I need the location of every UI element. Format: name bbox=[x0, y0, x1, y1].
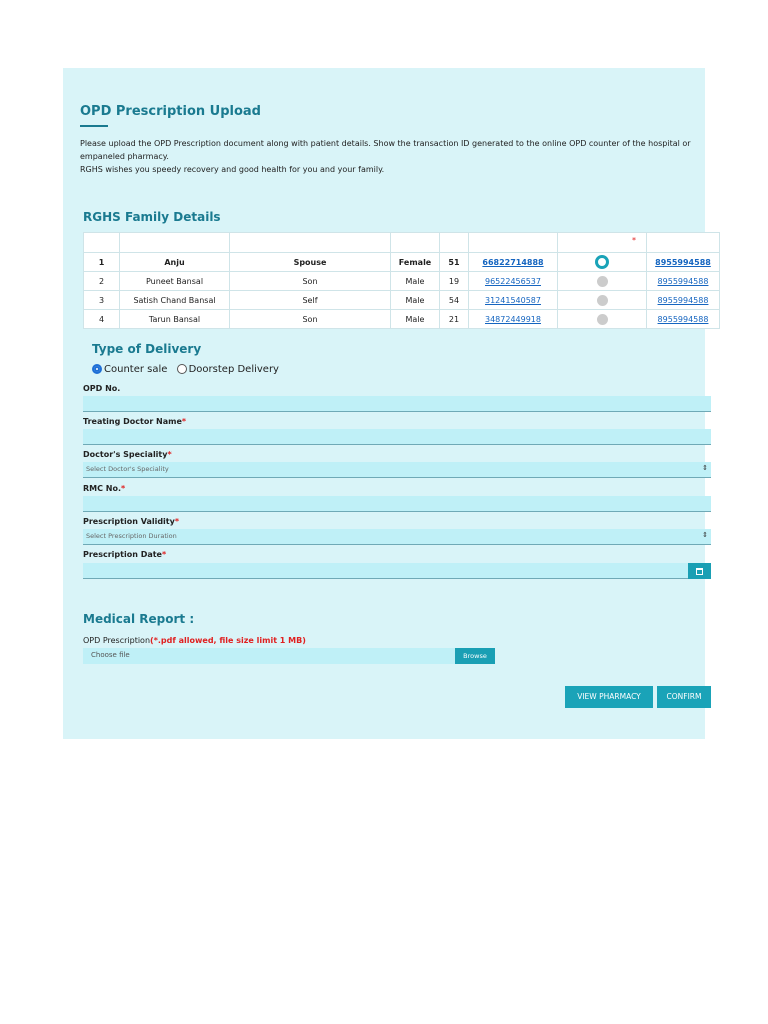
family-table bbox=[83, 232, 720, 329]
row-select-cell bbox=[558, 253, 647, 272]
opd-no-input[interactable] bbox=[83, 396, 711, 412]
title-underline bbox=[80, 125, 108, 127]
table-row[interactable] bbox=[84, 310, 720, 329]
row-sno: 2 bbox=[84, 272, 120, 291]
row-id-cell bbox=[469, 253, 558, 272]
intro-line-1: Please upload the OPD Prescription document along with patient details. Show the transaction ID generated to the online OPD counter of the hospital or empaneled pharmacy. bbox=[80, 139, 691, 161]
speciality-label bbox=[83, 450, 172, 459]
row-name: Satish Chand Bansal bbox=[120, 291, 230, 310]
row-gender: Male bbox=[391, 272, 440, 291]
file-limit-note: (*.pdf allowed, file size limit 1 MB) bbox=[150, 636, 306, 645]
doctor-name-label-text: Treating Doctor Name bbox=[83, 417, 182, 426]
row-id-cell bbox=[469, 310, 558, 329]
header-cell bbox=[558, 233, 647, 253]
header-cell bbox=[84, 233, 120, 253]
validity-label bbox=[83, 517, 179, 526]
row-select-radio-selected[interactable] bbox=[595, 255, 609, 269]
view-pharmacy-button[interactable]: VIEW PHARMACY bbox=[565, 686, 653, 708]
table-row[interactable] bbox=[84, 291, 720, 310]
required-mark: * bbox=[161, 550, 167, 559]
medical-report-heading: Medical Report : bbox=[83, 612, 195, 626]
chevron-updown-icon: ⇕ bbox=[702, 464, 708, 472]
delivery-heading: Type of Delivery bbox=[92, 342, 202, 356]
validity-label-text: Prescription Validity bbox=[83, 517, 175, 526]
row-age: 21 bbox=[440, 310, 469, 329]
opd-prescription-label bbox=[83, 636, 306, 645]
table-row[interactable] bbox=[84, 272, 720, 291]
rmc-no-label bbox=[83, 484, 125, 493]
row-mobile-link[interactable]: 8955994588 bbox=[655, 257, 711, 267]
row-mobile-cell bbox=[647, 272, 720, 291]
validity-placeholder: Select Prescription Duration bbox=[86, 532, 177, 540]
family-details-heading: RGHS Family Details bbox=[83, 210, 221, 224]
chevron-updown-icon: ⇕ bbox=[702, 531, 708, 539]
confirm-button[interactable]: CONFIRM bbox=[657, 686, 711, 708]
header-cell bbox=[469, 233, 558, 253]
row-age: 19 bbox=[440, 272, 469, 291]
row-id-link[interactable]: 66822714888 bbox=[482, 257, 544, 267]
header-cell bbox=[391, 233, 440, 253]
row-select-radio[interactable] bbox=[597, 295, 608, 306]
row-id-cell bbox=[469, 291, 558, 310]
file-upload[interactable] bbox=[83, 648, 495, 664]
row-age: 54 bbox=[440, 291, 469, 310]
counter-sale-label[interactable]: Counter sale bbox=[104, 364, 168, 375]
calendar-button[interactable] bbox=[688, 563, 711, 579]
prescription-date-input[interactable] bbox=[83, 563, 688, 579]
row-mobile-link[interactable]: 8955994588 bbox=[657, 276, 709, 286]
row-select-radio[interactable] bbox=[597, 314, 608, 325]
row-name: Tarun Bansal bbox=[120, 310, 230, 329]
row-mobile-cell bbox=[647, 253, 720, 272]
required-mark: * bbox=[121, 484, 126, 493]
opd-prescription-label-text: OPD Prescription bbox=[83, 636, 151, 645]
row-select-cell bbox=[558, 291, 647, 310]
row-id-link[interactable]: 34872449918 bbox=[485, 314, 541, 324]
doorstep-delivery-radio[interactable] bbox=[177, 364, 187, 374]
doctor-name-input[interactable] bbox=[83, 429, 711, 445]
prescription-date-label-text: Prescription Date bbox=[83, 550, 162, 559]
intro-line-2: RGHS wishes you speedy recovery and good health for you and your family. bbox=[80, 165, 385, 174]
file-placeholder: Choose file bbox=[91, 651, 130, 659]
row-select-cell bbox=[558, 310, 647, 329]
header-cell bbox=[440, 233, 469, 253]
row-relation: Son bbox=[230, 272, 391, 291]
required-mark: * bbox=[632, 236, 636, 245]
table-header-row bbox=[84, 233, 720, 253]
required-mark: * bbox=[167, 450, 172, 459]
row-mobile-cell bbox=[647, 291, 720, 310]
row-relation: Son bbox=[230, 310, 391, 329]
row-age: 51 bbox=[440, 253, 469, 272]
calendar-icon bbox=[696, 568, 703, 575]
header-cell bbox=[647, 233, 720, 253]
header-cell bbox=[120, 233, 230, 253]
row-name: Anju bbox=[120, 253, 230, 272]
row-gender: Male bbox=[391, 291, 440, 310]
counter-sale-radio[interactable] bbox=[92, 364, 102, 374]
opd-no-label: OPD No. bbox=[83, 384, 121, 393]
required-mark: * bbox=[181, 417, 187, 426]
row-id-link[interactable]: 31241540587 bbox=[485, 295, 541, 305]
header-cell bbox=[230, 233, 391, 253]
row-name: Puneet Bansal bbox=[120, 272, 230, 291]
speciality-select[interactable] bbox=[83, 462, 711, 478]
row-id-link[interactable]: 96522456537 bbox=[485, 276, 541, 286]
row-sno: 3 bbox=[84, 291, 120, 310]
row-gender: Male bbox=[391, 310, 440, 329]
speciality-placeholder: Select Doctor's Speciality bbox=[86, 465, 169, 473]
row-mobile-cell bbox=[647, 310, 720, 329]
browse-button[interactable]: Browse bbox=[455, 648, 495, 664]
row-relation: Self bbox=[230, 291, 391, 310]
file-input[interactable] bbox=[83, 648, 455, 664]
validity-select[interactable] bbox=[83, 529, 711, 545]
delivery-options bbox=[92, 364, 279, 375]
doctor-name-label bbox=[83, 417, 186, 426]
required-mark: * bbox=[174, 517, 180, 526]
speciality-label-text: Doctor's Speciality bbox=[83, 450, 168, 459]
table-row[interactable] bbox=[84, 253, 720, 272]
row-mobile-link[interactable]: 8955994588 bbox=[657, 314, 709, 324]
row-gender: Female bbox=[391, 253, 440, 272]
rmc-no-input[interactable] bbox=[83, 496, 711, 512]
row-select-cell bbox=[558, 272, 647, 291]
intro-text bbox=[80, 137, 700, 176]
row-mobile-link[interactable]: 8955994588 bbox=[657, 295, 709, 305]
page-title: OPD Prescription Upload bbox=[80, 104, 261, 119]
row-relation: Spouse bbox=[230, 253, 391, 272]
row-id-cell bbox=[469, 272, 558, 291]
row-sno: 1 bbox=[84, 253, 120, 272]
doorstep-delivery-label[interactable]: Doorstep Delivery bbox=[188, 364, 279, 375]
row-select-radio[interactable] bbox=[597, 276, 608, 287]
prescription-date-label bbox=[83, 550, 166, 559]
rmc-no-label-text: RMC No. bbox=[83, 484, 122, 493]
row-sno: 4 bbox=[84, 310, 120, 329]
